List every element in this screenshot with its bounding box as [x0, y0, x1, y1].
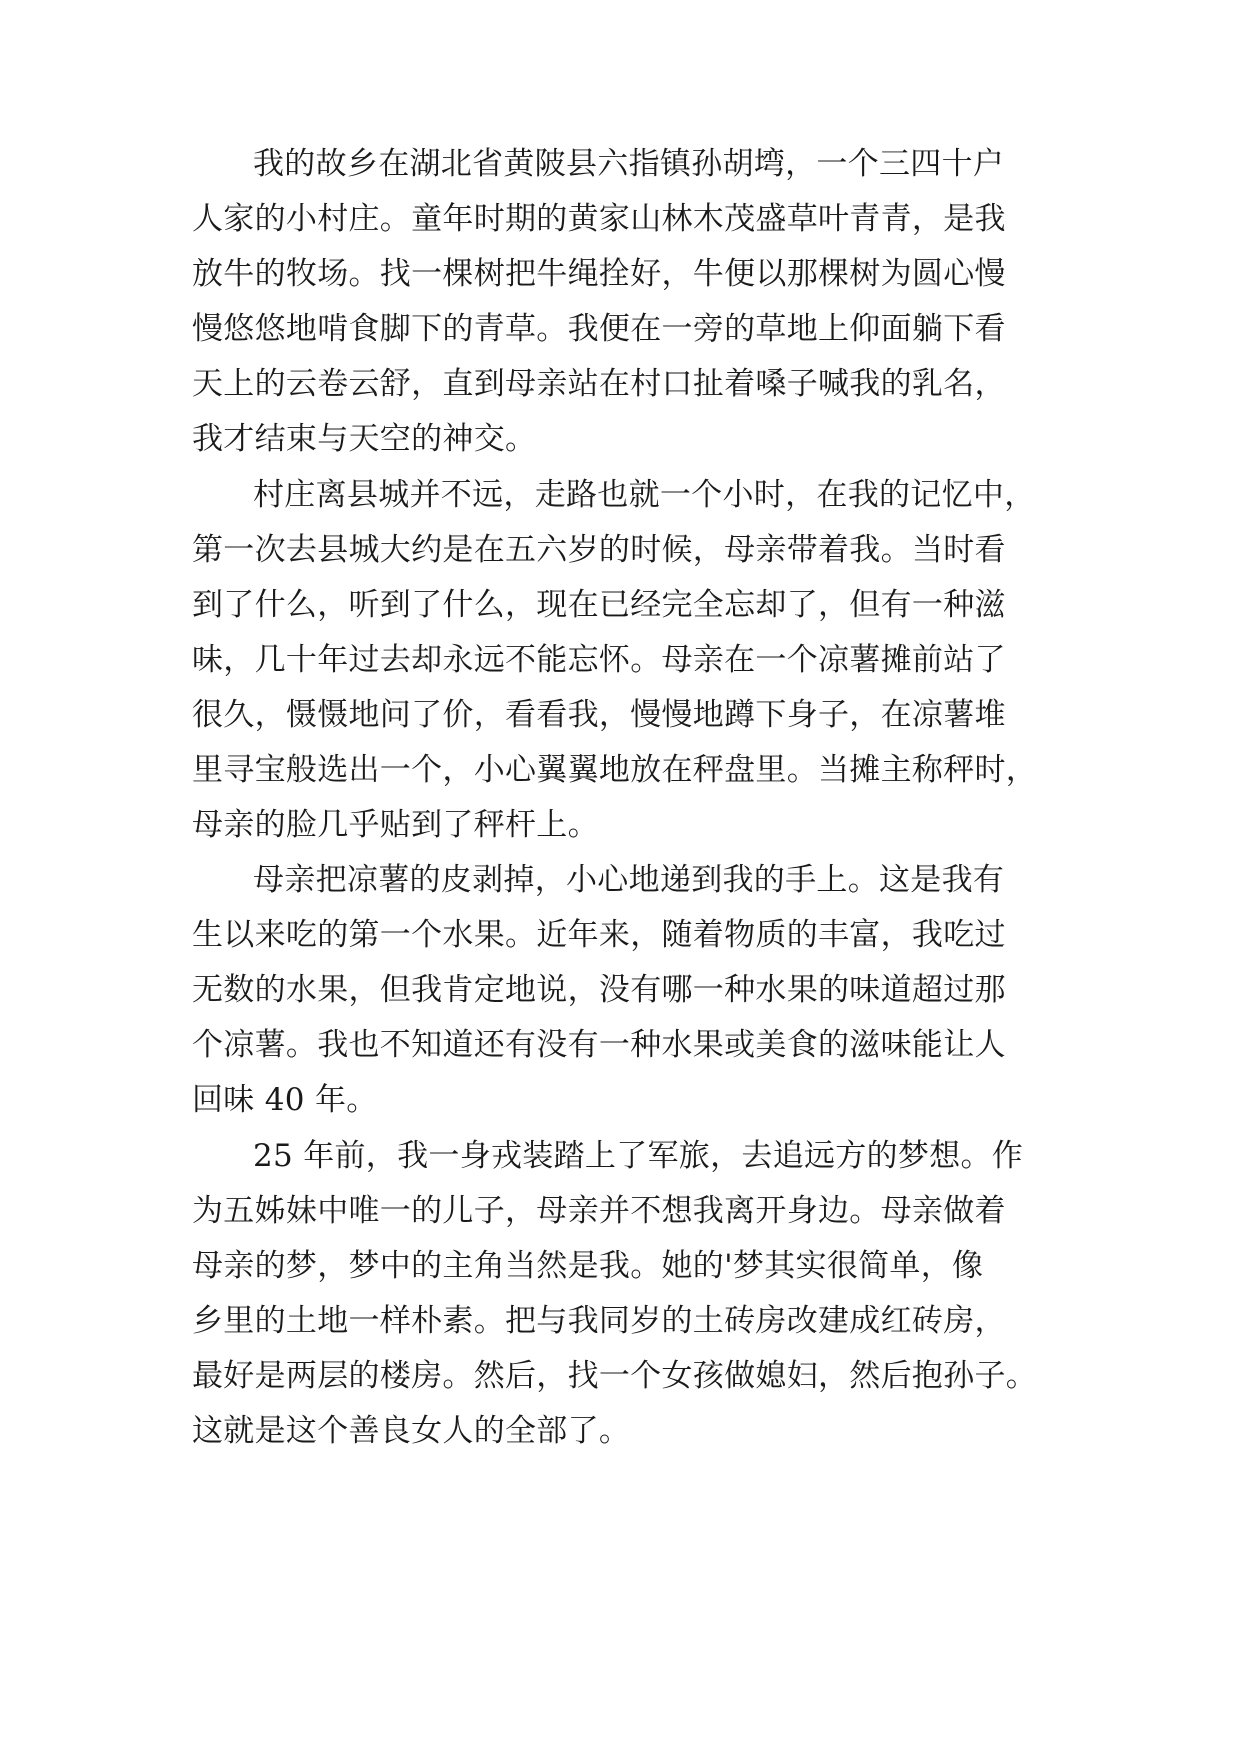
paragraph-2-line-5: 很久，慑慑地问了价，看看我，慢慢地蹲下身子，在凉薯堆	[192, 697, 1006, 733]
paragraph-3-line-4: 个凉薯。我也不知道还有没有一种水果或美食的滋味能让人	[192, 1027, 1006, 1063]
paragraph-4-line-6: 这就是这个善良女人的全部了。	[192, 1413, 631, 1449]
paragraph-3-line-5: 回味 40 年。	[192, 1082, 378, 1118]
paragraph-1-line-6: 我才结束与天空的神交。	[192, 421, 537, 457]
paragraph-1-line-5: 天上的云卷云舒，直到母亲站在村口扯着嗓子喊我的乳名，	[192, 366, 1006, 402]
paragraph-2-line-7: 母亲的脸几乎贴到了秤杆上。	[192, 807, 599, 843]
paragraph-4-line-3: 母亲的梦，梦中的主角当然是我。她的'梦其实很简单，像	[192, 1248, 984, 1284]
paragraph-1-line-2: 人家的小村庄。童年时期的黄家山林木茂盛草叶青青，是我	[192, 201, 1006, 237]
paragraph-2-line-1: 村庄离县城并不远，走路也就一个小时，在我的记忆中，	[253, 477, 1036, 513]
paragraph-3-line-2: 生以来吃的第一个水果。近年来，随着物质的丰富，我吃过	[192, 917, 1006, 953]
paragraph-1-line-4: 慢悠悠地啃食脚下的青草。我便在一旁的草地上仰面躺下看	[192, 311, 1006, 347]
paragraph-1-line-3: 放牛的牧场。找一棵树把牛绳拴好，牛便以那棵树为圆心慢	[192, 256, 1006, 292]
paragraph-4-line-5: 最好是两层的楼房。然后，找一个女孩做媳妇，然后抱孙子。	[192, 1358, 1038, 1394]
paragraph-2-line-3: 到了什么，听到了什么，现在已经完全忘却了，但有一种滋	[192, 587, 1006, 623]
paragraph-2-line-4: 味，几十年过去却永远不能忘怀。母亲在一个凉薯摊前站了	[192, 642, 1006, 678]
paragraph-3-line-3: 无数的水果，但我肯定地说，没有哪一种水果的味道超过那	[192, 972, 1006, 1008]
paragraph-3-line-1: 母亲把凉薯的皮剥掉，小心地递到我的手上。这是我有	[253, 862, 1005, 898]
paragraph-1-line-1: 我的故乡在湖北省黄陂县六指镇孙胡塆，一个三四十户	[253, 146, 1005, 182]
paragraph-2-line-2: 第一次去县城大约是在五六岁的时候，母亲带着我。当时看	[192, 532, 1006, 568]
paragraph-4-line-1: 25 年前，我一身戎装踏上了军旅，去追远方的梦想。作	[253, 1138, 1024, 1174]
paragraph-4-line-2: 为五姊妹中唯一的儿子，母亲并不想我离开身边。母亲做着	[192, 1193, 1006, 1229]
paragraph-4-line-4: 乡里的土地一样朴素。把与我同岁的土砖房改建成红砖房，	[192, 1303, 1006, 1339]
paragraph-2-line-6: 里寻宝般选出一个，小心翼翼地放在秤盘里。当摊主称秤时，	[192, 752, 1038, 788]
